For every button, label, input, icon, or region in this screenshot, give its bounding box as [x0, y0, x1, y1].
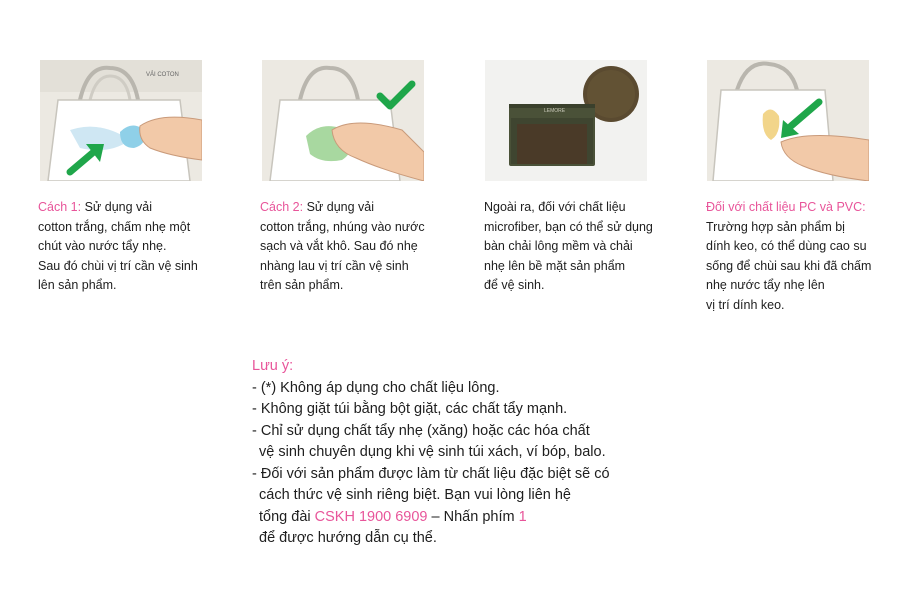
step-2-label: Cách 2: [260, 200, 304, 214]
step-3-text: Ngoài ra, đối với chất liệu microfiber, bạn có thể sử dụng bàn chải lông mềm và chải nhẹ lên bề mặt sản phẩm để vệ sinh. [484, 200, 653, 292]
note-item: để được hướng dẫn cụ thể. [259, 530, 437, 546]
note-item: - Đối với sản phẩm được làm từ chất liệu đặc biệt sẽ có [252, 465, 610, 482]
step-4-text: Đối với chất liệu PC và PVC: Trường hợp sản phẩm bị dính keo, có thể dùng cao su sống để chùi sau khi đã chấm nhẹ nước tẩy nhẹ lên vị trí dính keo. [706, 198, 906, 315]
note-title: Lưu ý: [252, 358, 294, 374]
step-2-image [262, 60, 424, 181]
step-1-text: Cách 1: Sử dụng vải cotton trắng, chấm nhẹ một chút vào nước tẩy nhẹ. Sau đó chùi vị trí cần vệ sinh lên sản phẩm. [38, 200, 198, 292]
note-hotline-line: tổng đài CSKH 1900 6909 – Nhấn phím 1 [259, 508, 527, 525]
note-item: - Không giặt túi bằng bột giặt, các chất tẩy mạnh. [252, 401, 568, 417]
step-2-text: Cách 2: Sử dụng vải cotton trắng, nhúng vào nước sạch và vắt khô. Sau đó nhẹ nhàng lau vị trí cần vệ sinh trên sản phẩm. [260, 200, 425, 292]
step-3-image-label: LEMORE [544, 108, 566, 114]
note-item: vệ sinh chuyên dụng khi vệ sinh túi xách, ví bóp, balo. [259, 444, 606, 460]
note-item: cách thức vệ sinh riêng biệt. Bạn vui lòng liên hệ [259, 487, 571, 503]
step-1-label: Cách 1: [38, 200, 82, 214]
note-item: - Chỉ sử dụng chất tẩy nhẹ (xăng) hoặc các hóa chất [252, 422, 590, 439]
step-1-image-label: VẢI COTON [146, 72, 179, 78]
note-section [252, 356, 672, 550]
hotline-number: CSKH 1900 6909 [314, 508, 428, 525]
press-key: 1 [518, 508, 527, 525]
step-4-label: Đối với chất liệu PC và PVC: [706, 200, 866, 214]
step-3-image [485, 60, 647, 181]
step-1-image [40, 60, 202, 181]
note-item: - (*) Không áp dụng cho chất liệu lông. [252, 379, 500, 396]
step-4-image [707, 60, 869, 181]
